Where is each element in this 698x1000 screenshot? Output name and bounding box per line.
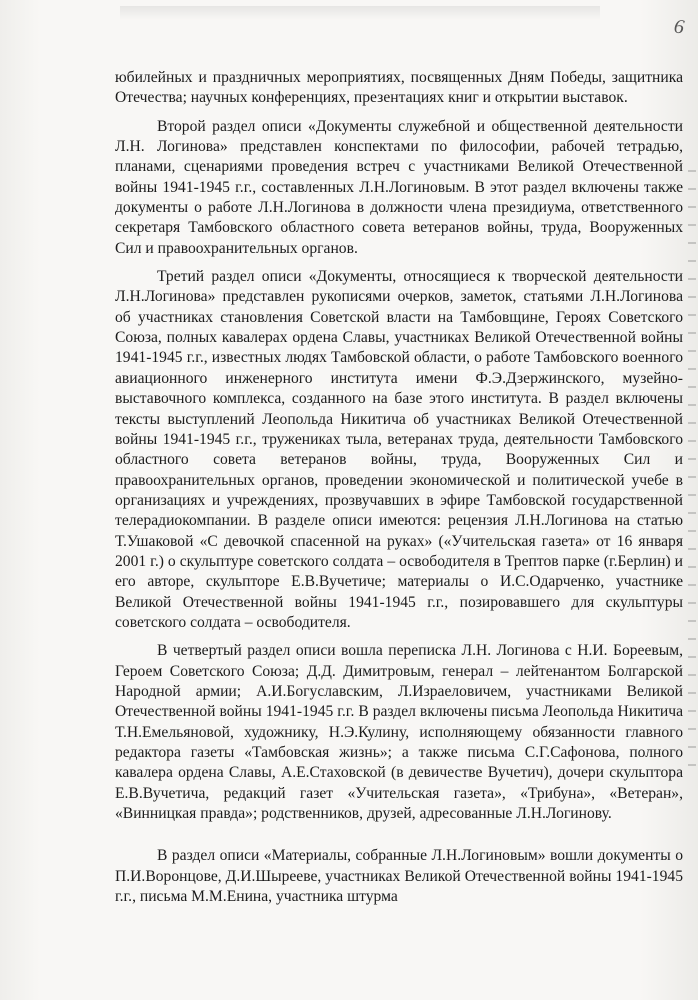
document-body: [115, 68, 683, 907]
scan-shadow: [120, 6, 600, 20]
page-number: 6: [672, 15, 686, 39]
paragraph-1: юбилейных и праздничных мероприятиях, посвященных Дням Победы, защитника Отечества; научных конференциях, презентациях книг и открытии выставок.: [115, 69, 683, 107]
paragraph-5: В раздел описи «Материалы, собранные Л.Н.Логиновым» вошли документы о П.И.Воронцове, Д.И.Шырееве, участниках Великой Отечественной войны 1941-1945 г.г., письма М.М.Енина, участника штурма: [115, 847, 683, 906]
paragraph-3: Третий раздел описи «Документы, относящиеся к творческой деятельности Л.Н.Логинова» представлен рукописями очерков, заметок, статьями Л.Н.Логинова об участниках становления Советской власти на Тамбовщине, Героях Советского Союза, полных кавалерах ордена Славы, участниках Великой Отечественной войны 1941-1945 г.г., известных людях Тамбовской области, о работе Тамбовского военного авиационного инженерного института имени Ф.Э.Дзержинского, музейно-выставочного комплекса, созданного на базе этого института. В раздел включены тексты выступлений Леопольда Никитича об участниках Великой Отечественной войны 1941-1945 г.г., тружениках тыла, ветеранах труда, деятельности Тамбовского областного совета ветеранов войны, труда, Вооруженных Сил и правоохранительных органов, проведении экономической и политической учебе в организациях и учреждениях, прозвучавших в эфире Тамбовской государственной телерадиокомпании. В разделе описи имеются: рецензия Л.Н.Логинова на статью Т.Ушаковой «С девочкой спасенной на руках» («Учительская газета» от 16 января 2001 г.) о скульптуре советского солдата – освободителя в Трептов парке (г.Берлин) и его авторе, скульпторе Е.В.Вучетиче; материалы о И.С.Одарченко, участнике Великой Отечественной войны 1941-1945 г.г., позировавшего для скульптуры советского солдата – освободителя.: [115, 268, 683, 631]
paragraph-2: Второй раздел описи «Документы служебной и общественной деятельности Л.Н. Логинова» представлен конспектами по философии, рабочей тетрадью, планами, сценариями проведения встреч с участниками Великой Отечественной войны 1941-1945 г.г., составленных Л.Н.Логиновым. В этот раздел включены также документы о работе Л.Н.Логинова в должности члена президиума, ответственного секретаря Тамбовского областного совета ветеранов войны, труда, Вооруженных Сил и правоохранительных органов.: [115, 117, 683, 257]
paragraph-4: В четвертый раздел описи вошла переписка Л.Н. Логинова с Н.И. Бореевым, Героем Советского Союза; Д.Д. Димитровым, генерал – лейтенантом Болгарской Народной армии; А.И.Богуславским, Л.Израеловичем, участниками Великой Отечественной войны 1941-1945 г.г. В раздел включены письма Леопольда Никитича Т.Н.Емельяновой, художнику, Н.Э.Кулину, исполняющему обязанности главного редактора газеты «Тамбовская жизнь»; а также письма С.Г.Сафонова, полного кавалера ордена Славы, А.Е.Стаховской (в девичестве Вучетич), дочери скульптора Е.В.Вучетича, редакций газет «Учительская газета», «Трибуна», «Ветеран», «Винницкая правда»; родственников, друзей, адресованные Л.Н.Логинову.: [115, 642, 683, 823]
binding-holes: [688, 170, 696, 770]
